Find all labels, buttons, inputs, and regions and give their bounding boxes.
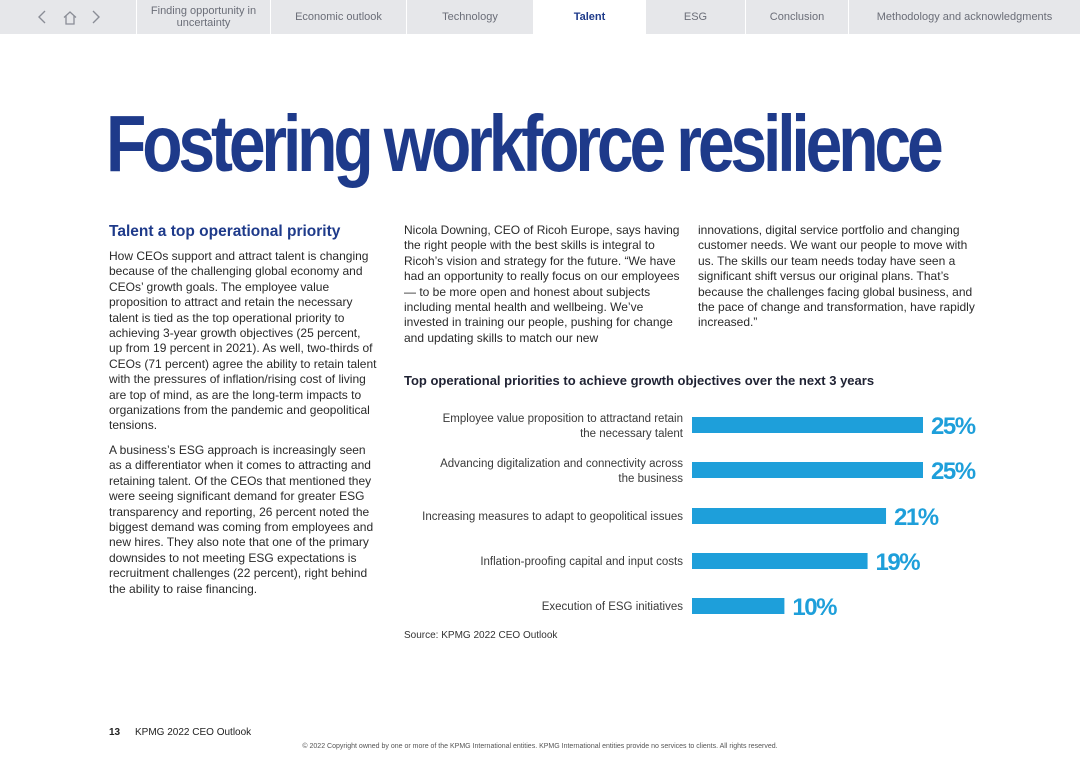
tab-talent[interactable]: Talent [533, 0, 645, 34]
value-label-advancing-digitalization-and-c: 25% [931, 458, 975, 485]
chevron-right-icon[interactable] [86, 0, 106, 34]
tab-finding-opportunity[interactable]: Finding opportunity in uncertainty [136, 0, 270, 34]
bar-execution-of-esg-initiatives [692, 598, 784, 614]
category-label-advancing-digitalization-and-c: Advancing digitalization and connectivity across the business [440, 458, 683, 485]
category-label-employee-value-proposition-to-: Employee value proposition to attractand retain the necessary talent [442, 413, 683, 440]
bar-chart [400, 400, 1000, 625]
value-label-execution-of-esg-initiatives: 10% [792, 594, 836, 621]
column-2 [404, 223, 680, 355]
category-label-execution-of-esg-initiatives: Execution of ESG initiatives [541, 601, 683, 613]
category-label-increasing-measures-to-adapt-t: Increasing measures to adapt to geopolitical issues [422, 511, 683, 523]
tab-esg[interactable]: ESG [645, 0, 745, 34]
page-title: Fostering workforce resilience [106, 99, 940, 188]
value-label-increasing-measures-to-adapt-t: 21% [894, 504, 938, 531]
bar-inflation-proofing-capital-and [692, 553, 868, 569]
column-1 [109, 223, 377, 606]
tab-technology[interactable]: Technology [406, 0, 533, 34]
value-label-employee-value-proposition-to-: 25% [931, 413, 975, 440]
chevron-left-icon[interactable] [32, 0, 52, 34]
bar-advancing-digitalization-and-c [692, 462, 923, 478]
tab-conclusion[interactable]: Conclusion [745, 0, 848, 34]
tab-methodology[interactable]: Methodology and acknowledgments [848, 0, 1080, 34]
value-label-inflation-proofing-capital-and: 19% [875, 549, 920, 576]
top-navigation [0, 0, 1080, 34]
chart-source: Source: KPMG 2022 CEO Outlook [404, 630, 558, 641]
body-paragraph: innovations, digital service portfolio and changing customer needs. We want our people to move with us. The skills our team needs today have seen a significant shift versus our original plans. That’s because the challenges facing global business, and the pace of change and transformation, have rapidly increased.” [698, 223, 975, 330]
publication-name: KPMG 2022 CEO Outlook [135, 727, 252, 738]
body-paragraph: Nicola Downing, CEO of Ricoh Europe, says having the right people with the best skills is integral to Ricoh’s vision and strategy for the future. “We have had an opportunity to really focus on our employees — to be more open and honest about subjects including mental health and wellbeing. We’ve invested in training our people, pushing for change and updating skills to match our new [404, 223, 680, 345]
bar-increasing-measures-to-adapt-t [692, 508, 886, 524]
page-number: 13 [109, 727, 121, 738]
home-icon[interactable] [58, 0, 82, 34]
body-paragraph: How CEOs support and attract talent is changing because of the challenging global economy and CEOs’ growth goals. The employee value proposition to attract and retain the necessary talent is tied as the top operational priority to achieving 3-year growth objectives (25 percent, up from 19 percent in 2021). As well, two-thirds of CEOs (71 percent) agree the ability to retain talent with the pressures of inflation/rising cost of living are top of mind, as are the long-term impacts to organizations from the pandemic and geopolitical tensions. [109, 249, 377, 433]
chart-title: Top operational priorities to achieve growth objectives over the next 3 years [404, 373, 875, 388]
section-subheading: Talent a top operational priority [109, 223, 341, 240]
body-paragraph: A business’s ESG approach is increasingly seen as a differentiator when it comes to attracting and retaining talent. Of the CEOs that mentioned they were seeing significant demand for greater ESG transparency and reporting, 26 percent noted the biggest demand was coming from employees and new hires. They also note that one of the primary downsides to not meeting ESG expectations is recruitment challenges (22 percent), right behind the ability to raise financing. [109, 442, 374, 596]
copyright-notice: © 2022 Copyright owned by one or more of the KPMG International entities. KPMG International entities provide no services to clients. All rights reserved. [302, 743, 778, 750]
category-label-inflation-proofing-capital-and: Inflation-proofing capital and input costs [480, 556, 683, 568]
column-3 [698, 223, 980, 340]
tab-economic-outlook[interactable]: Economic outlook [270, 0, 406, 34]
bar-employee-value-proposition-to- [692, 417, 923, 433]
